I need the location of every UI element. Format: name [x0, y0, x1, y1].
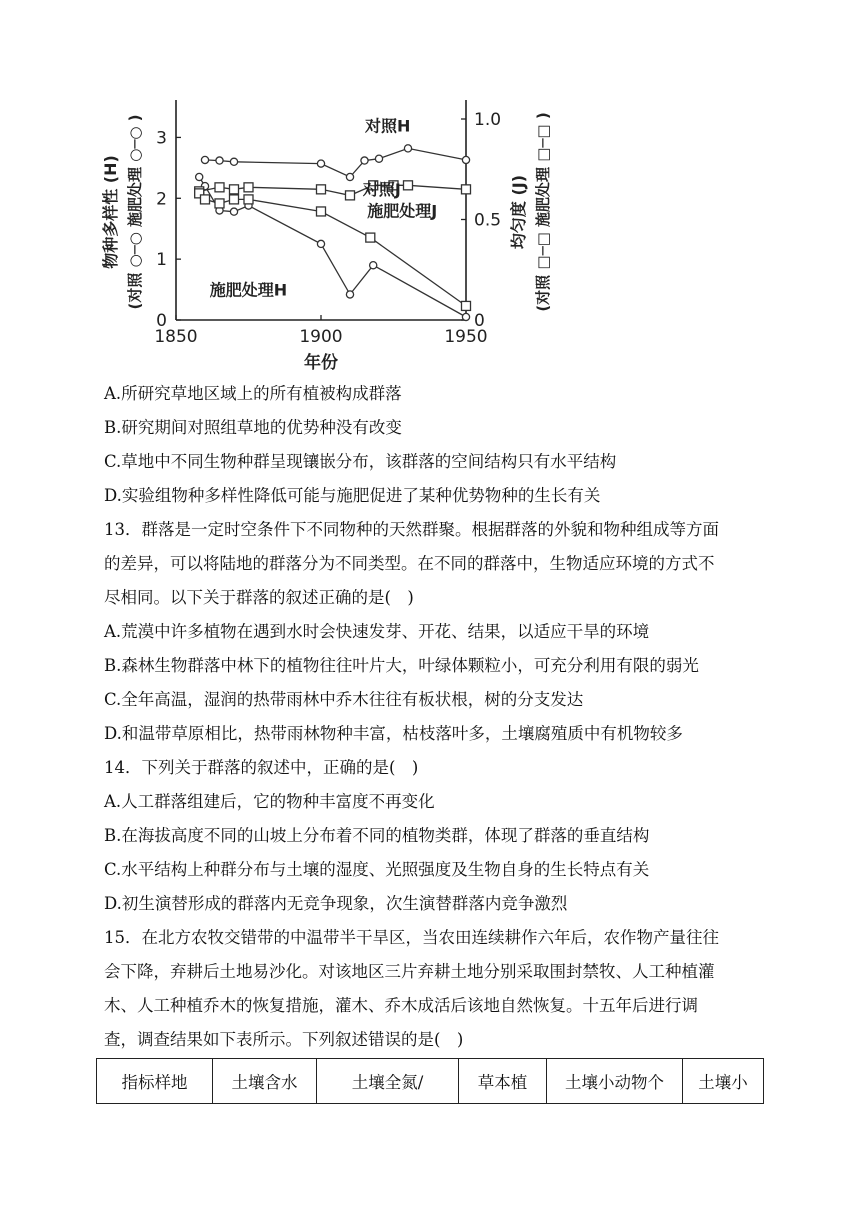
x-tick-label: 1950	[444, 327, 488, 347]
survey-table	[96, 1058, 764, 1104]
series-3-point	[244, 195, 253, 204]
table-header-cell: 土壤小	[683, 1059, 764, 1104]
series-annotation: 对照J	[362, 180, 401, 200]
q15-stem-line-3: 木、人工种植乔木的恢复措施，灌木、乔木成活后该地自然恢复。十五年后进行调	[104, 996, 698, 1015]
series-annotation: 对照H	[364, 116, 411, 136]
series-0-point	[462, 156, 469, 163]
series-annotation: 施肥处理H	[209, 280, 288, 300]
series-1-point	[346, 291, 353, 298]
q13-stem-line-3: 尽相同。以下关于群落的叙述正确的是( )	[104, 588, 414, 607]
series-3-point	[230, 195, 239, 204]
series-3-point	[462, 301, 471, 310]
q12-option-b: B.研究期间对照组草地的优势种没有改变	[104, 418, 402, 437]
q12-option-c: C.草地中不同生物种群呈现镶嵌分布，该群落的空间结构只有水平结构	[104, 452, 617, 471]
q15-stem-line-4: 查，调查结果如下表所示。下列叙述错误的是( )	[104, 1030, 464, 1049]
series-1-point	[317, 240, 324, 247]
x-axis-label: 年份	[304, 353, 338, 373]
chart-ticks	[154, 110, 501, 347]
series-annotation: 施肥处理J	[367, 201, 438, 221]
table-header-cell: 土壤小动物个	[547, 1059, 683, 1104]
x-tick-label: 1900	[299, 327, 343, 347]
left-y-tick-label: 0	[156, 311, 167, 331]
question-12-options	[104, 377, 764, 1057]
series-2-point	[346, 191, 355, 200]
q13-option-a: A.荒漠中许多植物在遇到水时会快速发芽、开花、结果，以适应干旱的环境	[104, 622, 650, 641]
series-3-point	[366, 233, 375, 242]
q13-option-c: C.全年高温，湿润的热带雨林中乔木往往有板状根，树的分支发达	[104, 690, 584, 709]
left-y-axis-legend: (对照 ○─○ 施肥处理 ○─○ )	[126, 114, 144, 310]
left-y-axis-label: 物种多样性 (H)	[101, 155, 120, 269]
q13-stem-line-1: 13．群落是一定时空条件下不同物种的天然群聚。根据群落的外貌和物种组成等方面	[104, 520, 719, 539]
series-0-point	[404, 145, 411, 152]
q14-option-b: B.在海拔高度不同的山坡上分布着不同的植物类群，体现了群落的垂直结构	[104, 826, 650, 845]
right-y-tick-label: 1.0	[474, 110, 502, 130]
series-2-point	[462, 185, 471, 194]
series-1-point	[230, 208, 237, 215]
series-0-point	[346, 173, 353, 180]
series-1-point	[370, 262, 377, 269]
q14-option-d: D.初生演替形成的群落内无竞争现象，次生演替群落内竞争激烈	[104, 894, 568, 913]
table-header-cell: 指标样地	[97, 1059, 213, 1104]
q12-option-d: D.实验组物种多样性降低可能与施肥促进了某种优势物种的生长有关	[104, 486, 601, 505]
right-y-tick-label: 0	[474, 311, 485, 331]
series-2-point	[215, 183, 224, 192]
right-y-axis-legend: (对照 □─□ 施肥处理 □─□ )	[534, 112, 552, 312]
q14-option-a: A.人工群落组建后，它的物种丰富度不再变化	[104, 792, 435, 811]
q12-option-a: A.所研究草地区域上的所有植被构成群落	[104, 384, 402, 403]
series-1-point	[462, 313, 469, 320]
x-tick-label: 1850	[154, 327, 198, 347]
series-3-point	[215, 199, 224, 208]
series-0-point	[317, 160, 324, 167]
right-y-axis-label: 均匀度 (J)	[509, 174, 528, 250]
q14-option-c: C.水平结构上种群分布与土壤的湿度、光照强度及生物自身的生长特点有关	[104, 860, 650, 879]
q14-stem: 14．下列关于群落的叙述中，正确的是( )	[104, 758, 419, 777]
series-3-point	[317, 207, 326, 216]
series-0-point	[375, 155, 382, 162]
q13-stem-line-2: 的差异，可以将陆地的群落分为不同类型。在不同的群落中，生物适应环境的方式不	[104, 554, 715, 573]
series-2-point	[244, 183, 253, 192]
q13-option-d: D.和温带草原相比，热带雨林物种丰富，枯枝落叶多，土壤腐殖质中有机物较多	[104, 724, 683, 743]
series-0-point	[230, 158, 237, 165]
left-y-tick-label: 1	[156, 250, 167, 271]
left-y-tick-label: 3	[156, 128, 167, 149]
series-2-line	[199, 185, 466, 195]
series-0-line	[205, 148, 466, 177]
table-header-cell: 草本植	[459, 1059, 547, 1104]
left-y-tick-label: 2	[156, 189, 167, 210]
q13-option-b: B.森林生物群落中林下的植物往往叶片大，叶绿体颗粒小，可充分利用有限的弱光	[104, 656, 699, 675]
series-2-point	[317, 185, 326, 194]
series-1-point	[196, 173, 203, 180]
series-2-point	[230, 185, 239, 194]
q15-stem-line-2: 会下降，弃耕后土地易沙化。对该地区三片弃耕土地分别采取围封禁牧、人工种植灌	[104, 962, 715, 981]
biodiversity-chart	[96, 92, 566, 382]
series-0-point	[201, 156, 208, 163]
table-header-cell: 土壤含水	[213, 1059, 317, 1104]
table-header-row	[97, 1059, 764, 1104]
series-0-point	[361, 157, 368, 164]
series-3-point	[201, 195, 210, 204]
series-2-point	[404, 181, 413, 190]
q15-stem-line-1: 15．在北方农牧交错带的中温带半干旱区，当农田连续耕作六年后，农作物产量往往	[104, 928, 719, 947]
table-header-cell: 土壤全氮/	[317, 1059, 459, 1104]
right-y-tick-label: 0.5	[474, 210, 502, 231]
series-0-point	[216, 157, 223, 164]
